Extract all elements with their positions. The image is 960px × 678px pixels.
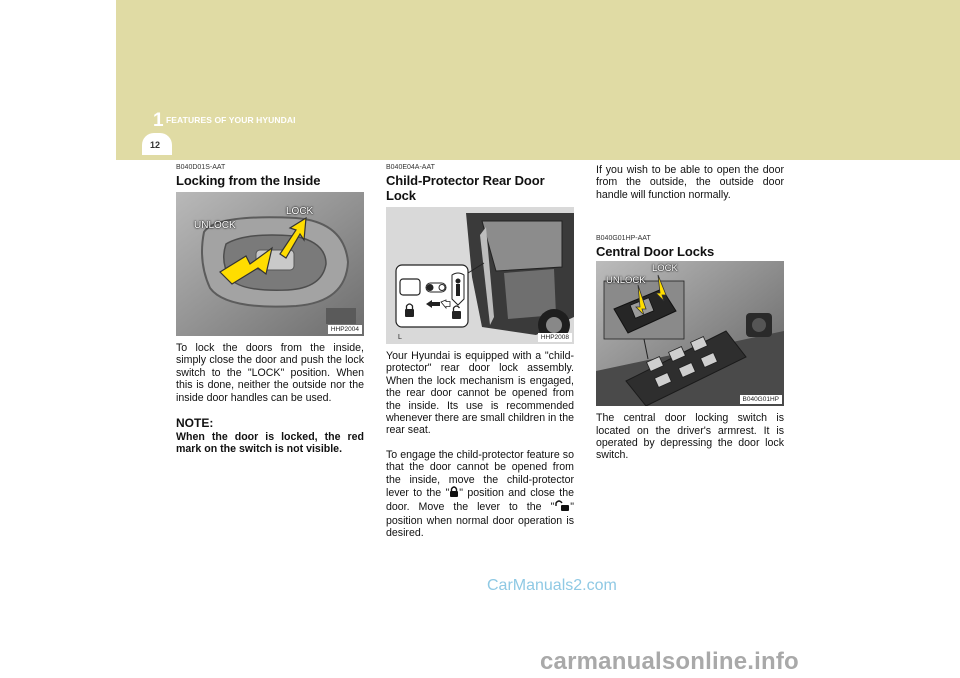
section-code: B040D01S-AAT	[176, 164, 226, 171]
watermark-site-b[interactable]: carmanualsonline.info	[540, 648, 799, 675]
header-band	[116, 0, 960, 160]
photo-caption: HHP2008	[538, 333, 572, 342]
lock-label: LOCK	[286, 206, 314, 217]
section-title: Locking from the Inside	[176, 173, 321, 188]
unlock-icon	[554, 500, 570, 514]
photo-caption: HHP2004	[328, 325, 362, 334]
paragraph-2-part-a: To engage the child-protector feature so that the door cannot be opened from the inside, move the child-protector lever to the "	[386, 448, 574, 500]
chapter-title: FEATURES OF YOUR HYUNDAI	[166, 115, 296, 125]
body-text: The central door locking switch is located on the driver's armrest. It is operated by depressing the door lock switch.	[596, 412, 784, 462]
chapter-number: 1	[153, 110, 164, 131]
paragraph-2-part-c: " position when normal door operation is desired.	[386, 501, 574, 540]
lock-icon	[449, 486, 459, 500]
armrest-switch-photo	[596, 261, 784, 406]
section-code: B040G01HP-AAT	[596, 235, 651, 243]
rear-door-photo	[386, 207, 574, 344]
note-body: When the door is locked, the red mark on the switch is not visible.	[176, 431, 364, 456]
note-heading: NOTE:	[176, 416, 214, 431]
lock-label: LOCK	[652, 263, 678, 275]
intro-text: If you wish to be able to open the door from the outside, the outside door handle will function normally.	[596, 164, 784, 201]
section-title: Child-Protector Rear Door Lock	[386, 173, 545, 203]
section-child-protector	[386, 164, 574, 540]
paragraph-2	[386, 449, 574, 540]
door-handle-illustration	[176, 192, 364, 336]
photo-caption: B040G01HP	[740, 395, 783, 404]
section-code: B040E04A-AAT	[386, 164, 435, 171]
section-title: Central Door Locks	[596, 244, 715, 260]
section-central-locks	[596, 164, 784, 462]
rear-door-illustration	[386, 207, 574, 344]
body-text: To lock the doors from the inside, simply close the door and push the lock switch to the "LOCK" position. When this is done, neither the outside nor the inside door handles can be used.	[176, 342, 364, 404]
paragraph-1: Your Hyundai is equipped with a "child-protector" rear door lock assembly. When the lock mechanism is engaged, the rear door cannot be opened from the inside. Its use is recommended whenever there are small children in the rear seat.	[386, 350, 574, 437]
unlock-label: UNLOCK	[606, 275, 646, 287]
page-number: 12	[150, 140, 161, 150]
paragraph-2-part-b: " position and close the door. Move the lever to the "	[386, 487, 574, 514]
watermark-site-a[interactable]: CarManuals2.com	[487, 577, 617, 594]
unlock-label: UNLOCK	[194, 220, 236, 231]
inset-label: L	[398, 334, 402, 341]
section-locking-inside	[176, 164, 364, 456]
door-handle-photo	[176, 192, 364, 336]
